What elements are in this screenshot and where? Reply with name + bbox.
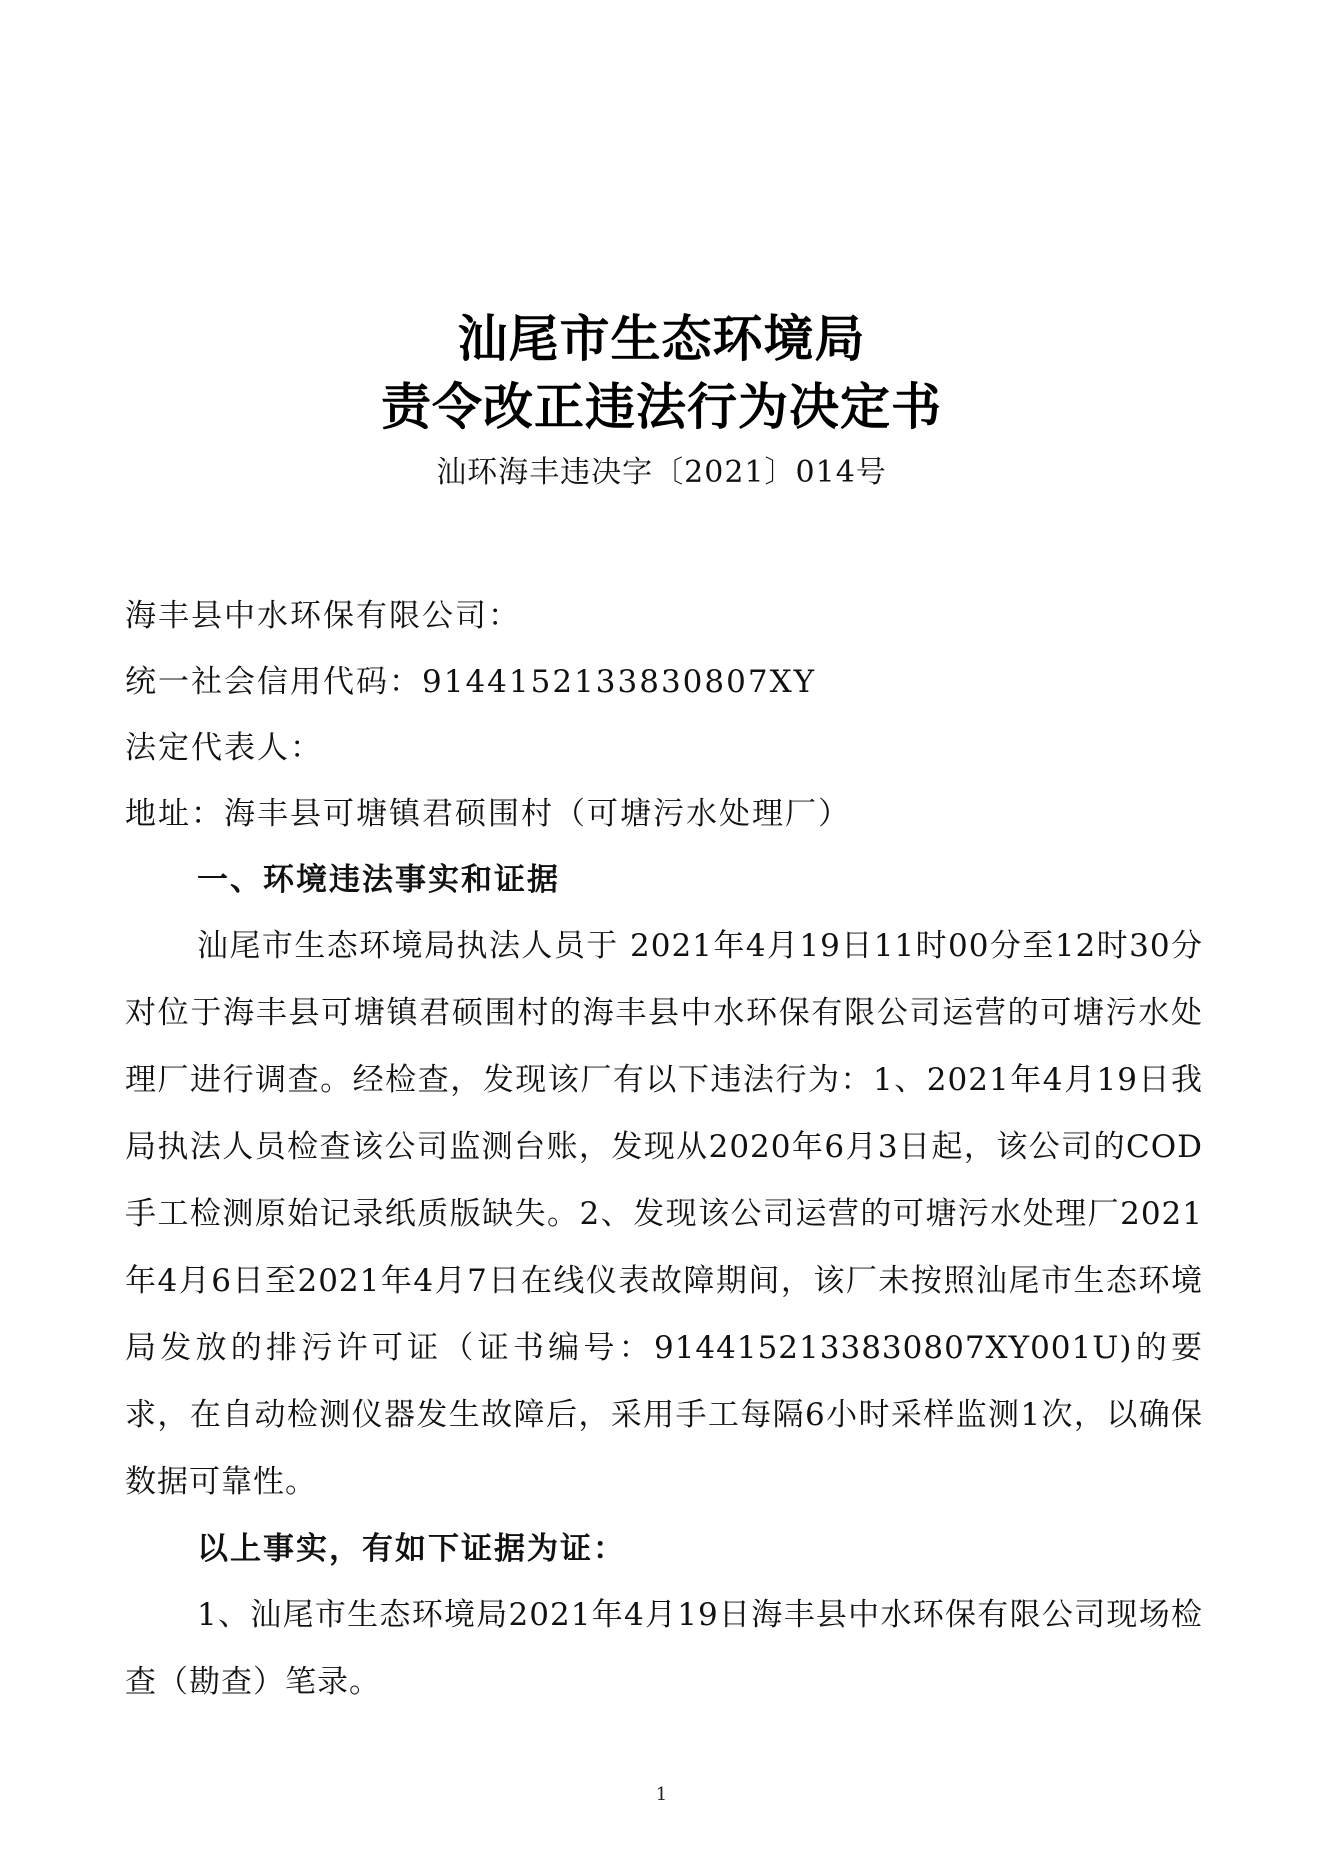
party-legal-representative: 法定代表人：: [125, 730, 323, 766]
section-heading-violation-facts: 一、环境违法事实和证据: [197, 862, 560, 898]
document-body: [125, 583, 1203, 1716]
evidence-heading: 以上事实，有如下证据为证：: [197, 1531, 626, 1567]
evidence-item-1: 1、汕尾市生态环境局2021年4月19日海丰县中水环保有限公司现场检查（勘查）笔录。: [125, 1597, 1203, 1700]
document-title-agency: 汕尾市生态环境局: [457, 310, 866, 368]
document-title-type: 责令改正违法行为决定书: [381, 378, 942, 436]
party-credit-code: 统一社会信用代码：9144152133830807XY: [125, 664, 817, 700]
party-address: 地址：海丰县可塘镇君硕围村（可塘污水处理厂）: [125, 796, 851, 832]
page-number: 1: [655, 1784, 668, 1805]
party-name: 海丰县中水环保有限公司：: [125, 598, 521, 634]
violation-facts-paragraph: 汕尾市生态环境局执法人员于 2021年4月19日11时00分至12时30分对位于海丰县可塘镇君硕围村的海丰县中水环保有限公司运营的可塘污水处理厂进行调查。经检查，发现该厂有以下违法行为：1、2021年4月19日我局执法人员检查该公司监测台账，发现从2020年6月3日起，该公司的COD 手工检测原始记录纸质版缺失。2、发现该公司运营的可塘污水处理厂2021年4月6日至2021年4月7日在线仪表故障期间，该厂未按照汕尾市生态环境局发放的排污许可证（证书编号：9144152133830807XY001U)的要求，在自动检测仪器发生故障后，采用手工每隔6小时采样监测1次，以确保数据可靠性。: [125, 928, 1203, 1500]
document-number: 汕环海丰违决字〔2021〕014号: [436, 455, 887, 490]
title-block: [0, 305, 1323, 493]
